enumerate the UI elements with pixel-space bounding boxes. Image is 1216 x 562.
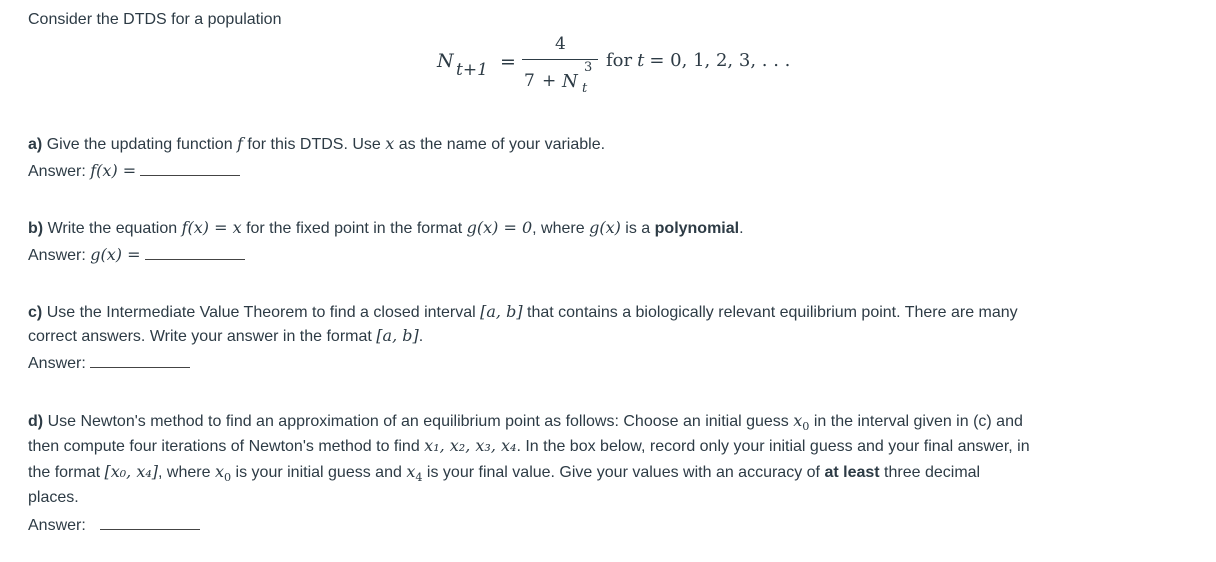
math-fixed-point: f(x) = x [181, 218, 242, 237]
part-c-period: . [418, 328, 424, 345]
numerator: 4 [555, 34, 566, 54]
math-interval: [a, b] [480, 302, 523, 321]
part-b-label: b) [28, 220, 44, 237]
part-c-text-3: correct answers. Write your answer in the format [28, 328, 372, 345]
den-var: N [562, 71, 578, 92]
answer-d-blank[interactable] [100, 515, 200, 530]
answer-label: Answer: [28, 163, 86, 180]
answer-label: Answer: [28, 355, 86, 372]
answer-label: Answer: [28, 247, 86, 264]
answer-c-blank[interactable] [90, 353, 190, 368]
part-b-text: Write the equation [47, 220, 178, 237]
math-format: g(x) = 0 [466, 218, 533, 237]
math-x4-sub: 4 [415, 471, 423, 484]
answer-math: f(x) = [90, 161, 137, 180]
intro-text: Consider the DTDS for a population [28, 11, 282, 28]
equals-sign: = [500, 51, 516, 73]
part-a-answer-row [28, 158, 240, 184]
part-d-text: Use Newton's method to find an approximation of an equilibrium point as follows: Choose an initial guess [47, 413, 789, 430]
part-a-text-2: for this DTDS. Use [247, 136, 381, 153]
part-d-text-2: in the interval given in (c) and [813, 413, 1023, 430]
part-d-bold: at least [824, 464, 880, 481]
math-x: x [385, 134, 395, 153]
part-b-period: . [739, 220, 744, 237]
part-d-text-3: then compute four iterations of Newton's method to find [28, 438, 420, 455]
math-g: g(x) [589, 218, 621, 237]
lhs-var: N [437, 50, 454, 72]
math-x0-sub: 0 [802, 420, 810, 433]
part-d-question-line2 [28, 433, 1030, 459]
t-range: = 0, 1, 2, 3, . . . [649, 50, 791, 71]
part-c-label: c) [28, 304, 43, 321]
den-plus: + [542, 71, 557, 91]
part-b-text-3: , where [532, 220, 585, 237]
part-d-question-line3 [28, 459, 980, 490]
part-b-bold: polynomial [654, 220, 740, 237]
answer-b-blank[interactable] [145, 245, 245, 260]
math-format-pair: [x₀, x₄] [104, 462, 159, 481]
part-d-label: d) [28, 413, 44, 430]
part-d-text-7: is your initial guess and [235, 464, 402, 481]
part-c-answer-row [28, 351, 190, 376]
answer-label: Answer: [28, 517, 86, 534]
math-iterates: x₁, x₂, x₃, x₄ [424, 436, 517, 455]
math-f: f [237, 134, 243, 153]
lhs-sub: t+1 [456, 60, 488, 80]
part-d-text-4: . In the box below, record only your initial guess and your final answer, in [516, 438, 1030, 455]
part-b-answer-row [28, 242, 245, 268]
part-d-answer-row [28, 513, 200, 538]
t-var: t [637, 50, 645, 71]
part-c-text-2: that contains a biologically relevant equilibrium point. There are many [527, 304, 1018, 321]
part-a-label: a) [28, 136, 43, 153]
part-d-text-5: the format [28, 464, 101, 481]
math-x4: x [406, 462, 416, 481]
math-interval-format: [a, b] [376, 326, 419, 345]
part-d-text-6: , where [158, 464, 211, 481]
part-d-text-8: is your final value. Give your values with an accuracy of [426, 464, 820, 481]
answer-a-blank[interactable] [140, 161, 240, 176]
math-x0-sub-2: 0 [223, 471, 232, 484]
den-sup: 3 [584, 60, 593, 75]
math-x0: x [793, 411, 803, 430]
part-b-text-2: for the fixed point in the format [246, 220, 463, 237]
math-x0-2: x [214, 462, 224, 481]
part-b-question [28, 215, 744, 241]
answer-math: g(x) = [90, 245, 141, 264]
part-c-question-line2 [28, 323, 423, 349]
part-a-text: Give the updating function [46, 136, 233, 153]
part-c-text: Use the Intermediate Value Theorem to find a closed interval [46, 304, 476, 321]
part-c-question-line1 [28, 299, 1018, 325]
part-a-text-3: as the name of your variable. [398, 136, 606, 153]
den-const: 7 [524, 71, 535, 91]
part-d-text-9: three decimal [884, 464, 981, 481]
for-text: for [606, 50, 633, 71]
den-sub: t [582, 81, 588, 96]
part-b-text-4: is a [625, 220, 651, 237]
part-d-question-line4: places. [28, 489, 79, 506]
part-a-question [28, 131, 605, 157]
